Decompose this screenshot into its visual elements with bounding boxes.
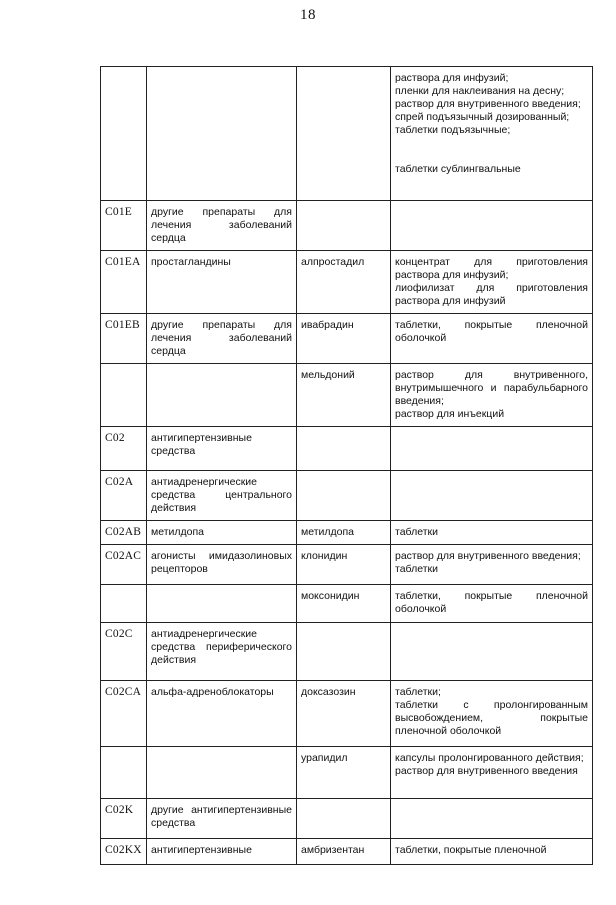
dosage-form-line: таблетки; <box>395 686 441 698</box>
anatomical-therapeutic-group-cell <box>147 364 297 427</box>
atc-code-cell: C02C <box>101 623 147 681</box>
dosage-form-line: раствора для инфузий; <box>395 72 509 84</box>
drug-name-cell: алпростадил <box>297 251 391 314</box>
anatomical-therapeutic-group-cell: другие препараты для лечения заболеваний сердца <box>147 314 297 364</box>
atc-code-cell <box>101 67 147 201</box>
dosage-forms-cell <box>391 201 593 251</box>
dosage-form-line: концентрат для приготовления раствора для инфузий; <box>395 256 588 281</box>
dosage-forms-cell <box>391 251 593 314</box>
atc-code-cell: C01EA <box>101 251 147 314</box>
dosage-forms-cell <box>391 427 593 471</box>
table-row <box>101 314 593 364</box>
dosage-forms-cell <box>391 747 593 799</box>
table-row <box>101 545 593 585</box>
dosage-form-line: пленки для наклеивания на десну; <box>395 85 565 97</box>
dosage-form-line: раствор для инъекций <box>395 408 505 420</box>
table-row <box>101 799 593 839</box>
dosage-form-line: таблетки, покрытые пленочной <box>395 844 547 856</box>
table-row <box>101 839 593 865</box>
dosage-forms-cell <box>391 585 593 623</box>
dosage-form-line: спрей подъязычный дозированный; <box>395 111 570 123</box>
dosage-form-line: раствор для внутривенного введения <box>395 765 578 777</box>
anatomical-therapeutic-group-cell <box>147 747 297 799</box>
drug-name-cell: мельдоний <box>297 364 391 427</box>
table-row <box>101 471 593 521</box>
dosage-form-spacer <box>395 137 588 163</box>
drug-name-cell <box>297 799 391 839</box>
anatomical-therapeutic-group-cell: другие препараты для лечения заболеваний сердца <box>147 201 297 251</box>
anatomical-therapeutic-group-cell: альфа-адреноблокаторы <box>147 681 297 747</box>
dosage-forms-cell <box>391 839 593 865</box>
dosage-form-line: таблетки с пролонгированным высвобождением, покрытые пленочной оболочкой <box>395 699 588 737</box>
dosage-form-line: таблетки подъязычные; <box>395 124 511 136</box>
anatomical-therapeutic-group-cell: антиадренергические средства периферического действия <box>147 623 297 681</box>
table-row <box>101 201 593 251</box>
dosage-forms-cell <box>391 681 593 747</box>
dosage-form-line: таблетки сублингвальные <box>395 163 521 175</box>
dosage-forms-cell <box>391 799 593 839</box>
drug-name-cell <box>297 427 391 471</box>
table-row <box>101 251 593 314</box>
drug-name-cell: урапидил <box>297 747 391 799</box>
dosage-form-line: таблетки, покрытые пленочной оболочкой <box>395 319 588 344</box>
dosage-forms-cell <box>391 623 593 681</box>
anatomical-therapeutic-group-cell: антиадренергические средства центрального действия <box>147 471 297 521</box>
table-row <box>101 364 593 427</box>
drug-name-cell: метилдопа <box>297 521 391 545</box>
anatomical-therapeutic-group-cell <box>147 585 297 623</box>
atc-code-cell: C02AC <box>101 545 147 585</box>
table-row <box>101 67 593 201</box>
dosage-form-line: лиофилизат для приготовления раствора для инфузий <box>395 282 588 307</box>
atc-code-cell: C02KX <box>101 839 147 865</box>
dosage-form-line: раствор для внутривенного введения; <box>395 98 581 110</box>
atc-code-cell <box>101 585 147 623</box>
anatomical-therapeutic-group-cell: агонисты имидазолиновых рецепторов <box>147 545 297 585</box>
drug-name-cell: моксонидин <box>297 585 391 623</box>
atc-code-cell <box>101 747 147 799</box>
drug-name-cell <box>297 623 391 681</box>
dosage-form-line: таблетки <box>395 563 438 575</box>
table-row <box>101 747 593 799</box>
dosage-forms-cell <box>391 545 593 585</box>
page-number: 18 <box>300 7 316 23</box>
anatomical-therapeutic-group-cell: другие антигипертензивные средства <box>147 799 297 839</box>
table-row <box>101 585 593 623</box>
atc-code-cell: C02A <box>101 471 147 521</box>
anatomical-therapeutic-group-cell <box>147 67 297 201</box>
atc-code-cell: C01E <box>101 201 147 251</box>
atc-code-cell: C02K <box>101 799 147 839</box>
table-row <box>101 521 593 545</box>
dosage-form-line: капсулы пролонгированного действия; <box>395 752 584 764</box>
dosage-forms-cell <box>391 314 593 364</box>
anatomical-therapeutic-group-cell: антигипертензивные средства <box>147 427 297 471</box>
drug-name-cell <box>297 471 391 521</box>
dosage-forms-cell <box>391 521 593 545</box>
atc-code-cell: C02 <box>101 427 147 471</box>
drug-name-cell: клонидин <box>297 545 391 585</box>
atc-code-cell: C02CA <box>101 681 147 747</box>
drug-name-cell: доксазозин <box>297 681 391 747</box>
atc-code-cell: C01EB <box>101 314 147 364</box>
drug-name-cell: амбризентан <box>297 839 391 865</box>
dosage-forms-cell <box>391 67 593 201</box>
anatomical-therapeutic-group-cell: метилдопа <box>147 521 297 545</box>
dosage-form-line: таблетки, покрытые пленочной оболочкой <box>395 590 588 615</box>
dosage-form-line: раствор для внутривенного введения; <box>395 550 581 562</box>
dosage-form-line: раствор для внутривенного, внутримышечного и парабульбарного введения; <box>395 369 588 407</box>
drug-classification-table <box>100 66 593 865</box>
atc-code-cell: C02AB <box>101 521 147 545</box>
drug-name-cell <box>297 201 391 251</box>
table-body <box>101 67 593 865</box>
drug-name-cell: ивабрадин <box>297 314 391 364</box>
anatomical-therapeutic-group-cell: простагландины <box>147 251 297 314</box>
dosage-forms-cell <box>391 364 593 427</box>
atc-code-cell <box>101 364 147 427</box>
dosage-form-line: таблетки <box>395 526 438 538</box>
table-row <box>101 681 593 747</box>
dosage-forms-cell <box>391 471 593 521</box>
table-row <box>101 623 593 681</box>
table-row <box>101 427 593 471</box>
anatomical-therapeutic-group-cell: антигипертензивные <box>147 839 297 865</box>
drug-name-cell <box>297 67 391 201</box>
